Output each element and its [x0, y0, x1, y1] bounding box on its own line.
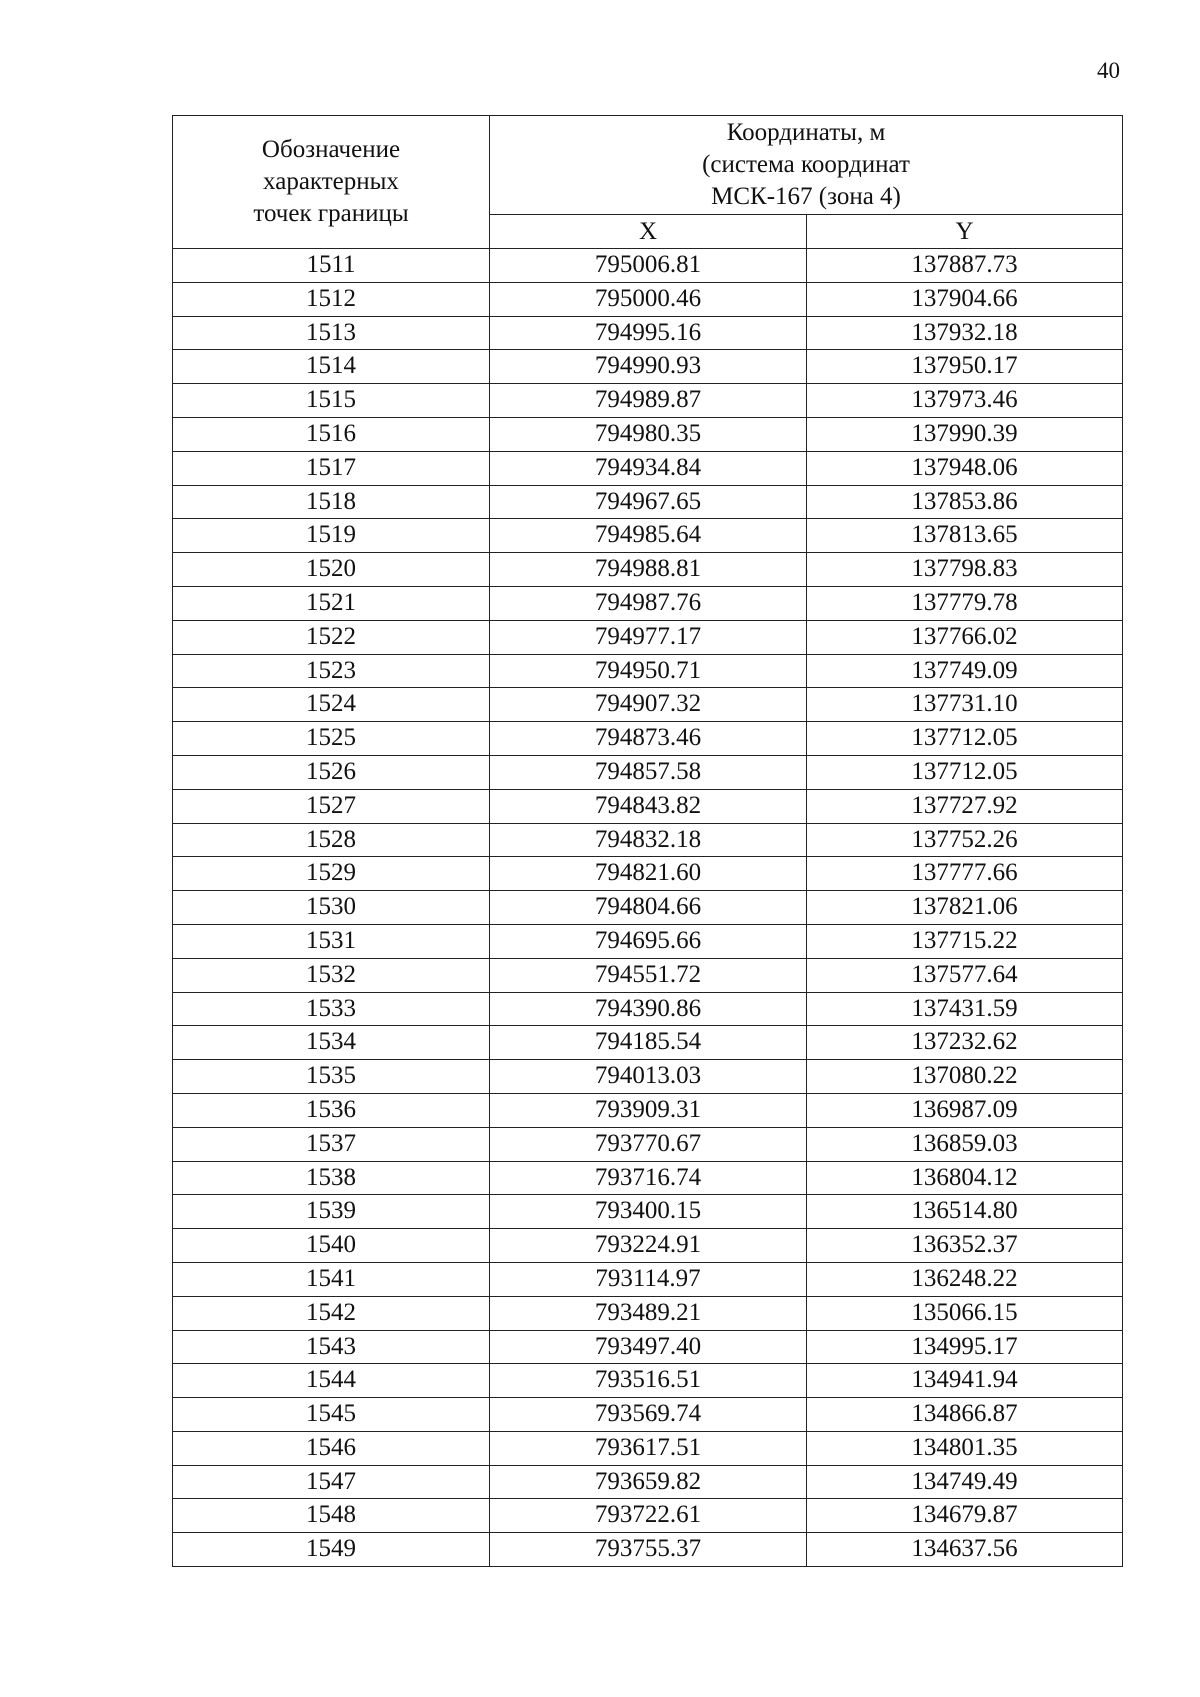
cell-x: 793659.82 [490, 1465, 807, 1499]
table-row [173, 891, 1123, 925]
table-row [173, 1161, 1123, 1195]
cell-y: 137887.73 [807, 249, 1123, 283]
table-row [173, 1364, 1123, 1398]
cell-point: 1527 [173, 789, 490, 823]
cell-x: 793909.31 [490, 1093, 807, 1127]
table-row [173, 654, 1123, 688]
cell-x: 794985.64 [490, 519, 807, 553]
coordinates-table [172, 115, 1123, 1567]
cell-point: 1525 [173, 722, 490, 756]
cell-x: 793497.40 [490, 1330, 807, 1364]
cell-point: 1545 [173, 1398, 490, 1432]
table-header [173, 116, 1123, 249]
cell-y: 137950.17 [807, 350, 1123, 384]
cell-point: 1526 [173, 755, 490, 789]
cell-point: 1547 [173, 1465, 490, 1499]
table-row [173, 485, 1123, 519]
cell-y: 136859.03 [807, 1127, 1123, 1161]
table-row [173, 1262, 1123, 1296]
cell-point: 1516 [173, 417, 490, 451]
header-point-line: Обозначение [261, 136, 401, 163]
table-row [173, 1127, 1123, 1161]
cell-y: 137232.62 [807, 1026, 1123, 1060]
cell-point: 1546 [173, 1431, 490, 1465]
cell-x: 794857.58 [490, 755, 807, 789]
cell-y: 134801.35 [807, 1431, 1123, 1465]
cell-point: 1535 [173, 1060, 490, 1094]
cell-x: 794695.66 [490, 924, 807, 958]
header-point-designation [173, 116, 490, 249]
cell-y: 137813.65 [807, 519, 1123, 553]
cell-x: 793516.51 [490, 1364, 807, 1398]
cell-point: 1533 [173, 992, 490, 1026]
cell-y: 134637.56 [807, 1533, 1123, 1567]
header-coords-line: МСК-167 (зона 4) [711, 183, 901, 210]
table-row [173, 1499, 1123, 1533]
cell-point: 1514 [173, 350, 490, 384]
cell-point: 1522 [173, 620, 490, 654]
cell-point: 1515 [173, 384, 490, 418]
table-row [173, 755, 1123, 789]
cell-point: 1520 [173, 553, 490, 587]
cell-x: 793114.97 [490, 1262, 807, 1296]
table-row [173, 823, 1123, 857]
table-row [173, 1431, 1123, 1465]
table-row [173, 1398, 1123, 1432]
cell-point: 1531 [173, 924, 490, 958]
cell-x: 794907.32 [490, 688, 807, 722]
table-row [173, 1533, 1123, 1567]
cell-y: 137712.05 [807, 722, 1123, 756]
cell-x: 793489.21 [490, 1296, 807, 1330]
cell-point: 1544 [173, 1364, 490, 1398]
cell-x: 794995.16 [490, 316, 807, 350]
cell-x: 794013.03 [490, 1060, 807, 1094]
cell-point: 1548 [173, 1499, 490, 1533]
table-row [173, 1296, 1123, 1330]
cell-y: 137779.78 [807, 586, 1123, 620]
header-coordinates [490, 116, 1123, 215]
cell-y: 134941.94 [807, 1364, 1123, 1398]
cell-x: 794821.60 [490, 857, 807, 891]
cell-x: 794990.93 [490, 350, 807, 384]
cell-y: 137715.22 [807, 924, 1123, 958]
cell-point: 1538 [173, 1161, 490, 1195]
cell-x: 794987.76 [490, 586, 807, 620]
header-point-line: характерных [263, 168, 399, 195]
cell-x: 794551.72 [490, 958, 807, 992]
cell-x: 794988.81 [490, 553, 807, 587]
cell-point: 1541 [173, 1262, 490, 1296]
cell-x: 794390.86 [490, 992, 807, 1026]
cell-y: 137727.92 [807, 789, 1123, 823]
table-row [173, 688, 1123, 722]
cell-x: 795006.81 [490, 249, 807, 283]
cell-point: 1523 [173, 654, 490, 688]
cell-y: 137798.83 [807, 553, 1123, 587]
cell-y: 137990.39 [807, 417, 1123, 451]
cell-point: 1518 [173, 485, 490, 519]
cell-x: 794989.87 [490, 384, 807, 418]
table-row [173, 1093, 1123, 1127]
table-row [173, 1330, 1123, 1364]
cell-x: 794843.82 [490, 789, 807, 823]
header-point-line: точек границы [253, 200, 409, 227]
table-row [173, 282, 1123, 316]
cell-y: 134995.17 [807, 1330, 1123, 1364]
cell-y: 137752.26 [807, 823, 1123, 857]
cell-x: 793224.91 [490, 1229, 807, 1263]
header-x: X [490, 215, 807, 249]
table-row [173, 1195, 1123, 1229]
cell-point: 1530 [173, 891, 490, 925]
header-coords-line: Координаты, м [726, 119, 886, 146]
cell-y: 134679.87 [807, 1499, 1123, 1533]
table-row [173, 620, 1123, 654]
cell-y: 136352.37 [807, 1229, 1123, 1263]
cell-y: 137853.86 [807, 485, 1123, 519]
cell-x: 793722.61 [490, 1499, 807, 1533]
cell-y: 137577.64 [807, 958, 1123, 992]
cell-y: 137080.22 [807, 1060, 1123, 1094]
cell-x: 793755.37 [490, 1533, 807, 1567]
cell-point: 1529 [173, 857, 490, 891]
table-row [173, 722, 1123, 756]
cell-point: 1513 [173, 316, 490, 350]
cell-point: 1521 [173, 586, 490, 620]
cell-x: 793400.15 [490, 1195, 807, 1229]
cell-point: 1534 [173, 1026, 490, 1060]
cell-y: 137904.66 [807, 282, 1123, 316]
cell-point: 1528 [173, 823, 490, 857]
page-number: 40 [1097, 58, 1120, 83]
cell-y: 137766.02 [807, 620, 1123, 654]
cell-y: 137749.09 [807, 654, 1123, 688]
cell-y: 137777.66 [807, 857, 1123, 891]
table-row [173, 451, 1123, 485]
cell-point: 1511 [173, 249, 490, 283]
cell-x: 793617.51 [490, 1431, 807, 1465]
cell-y: 134749.49 [807, 1465, 1123, 1499]
table-row [173, 958, 1123, 992]
cell-y: 136987.09 [807, 1093, 1123, 1127]
cell-x: 794977.17 [490, 620, 807, 654]
cell-x: 793716.74 [490, 1161, 807, 1195]
cell-point: 1539 [173, 1195, 490, 1229]
cell-y: 137973.46 [807, 384, 1123, 418]
cell-x: 793770.67 [490, 1127, 807, 1161]
table-body [173, 249, 1123, 1567]
cell-point: 1536 [173, 1093, 490, 1127]
cell-x: 794873.46 [490, 722, 807, 756]
table-row [173, 384, 1123, 418]
table-row [173, 417, 1123, 451]
table-row [173, 1026, 1123, 1060]
cell-y: 137932.18 [807, 316, 1123, 350]
cell-y: 135066.15 [807, 1296, 1123, 1330]
table-row [173, 249, 1123, 283]
table-row [173, 586, 1123, 620]
table-row [173, 992, 1123, 1026]
cell-y: 137821.06 [807, 891, 1123, 925]
cell-x: 793569.74 [490, 1398, 807, 1432]
cell-y: 137948.06 [807, 451, 1123, 485]
cell-point: 1512 [173, 282, 490, 316]
table-row [173, 316, 1123, 350]
table-row [173, 857, 1123, 891]
header-coords-line: (система координат [702, 151, 910, 178]
table-row [173, 1229, 1123, 1263]
table-row [173, 1465, 1123, 1499]
cell-point: 1543 [173, 1330, 490, 1364]
cell-point: 1540 [173, 1229, 490, 1263]
table-row [173, 553, 1123, 587]
cell-point: 1517 [173, 451, 490, 485]
table-row [173, 924, 1123, 958]
cell-x: 794950.71 [490, 654, 807, 688]
cell-point: 1532 [173, 958, 490, 992]
header-y: Y [807, 215, 1123, 249]
cell-y: 136514.80 [807, 1195, 1123, 1229]
cell-y: 137431.59 [807, 992, 1123, 1026]
cell-x: 794967.65 [490, 485, 807, 519]
cell-point: 1542 [173, 1296, 490, 1330]
cell-y: 137712.05 [807, 755, 1123, 789]
cell-point: 1524 [173, 688, 490, 722]
cell-point: 1519 [173, 519, 490, 553]
cell-x: 794934.84 [490, 451, 807, 485]
cell-x: 794980.35 [490, 417, 807, 451]
cell-y: 136248.22 [807, 1262, 1123, 1296]
table-row [173, 350, 1123, 384]
cell-x: 794804.66 [490, 891, 807, 925]
table-row [173, 789, 1123, 823]
table-row [173, 519, 1123, 553]
cell-x: 794185.54 [490, 1026, 807, 1060]
cell-x: 795000.46 [490, 282, 807, 316]
cell-y: 136804.12 [807, 1161, 1123, 1195]
cell-x: 794832.18 [490, 823, 807, 857]
cell-y: 134866.87 [807, 1398, 1123, 1432]
cell-point: 1537 [173, 1127, 490, 1161]
cell-y: 137731.10 [807, 688, 1123, 722]
table-row [173, 1060, 1123, 1094]
cell-point: 1549 [173, 1533, 490, 1567]
